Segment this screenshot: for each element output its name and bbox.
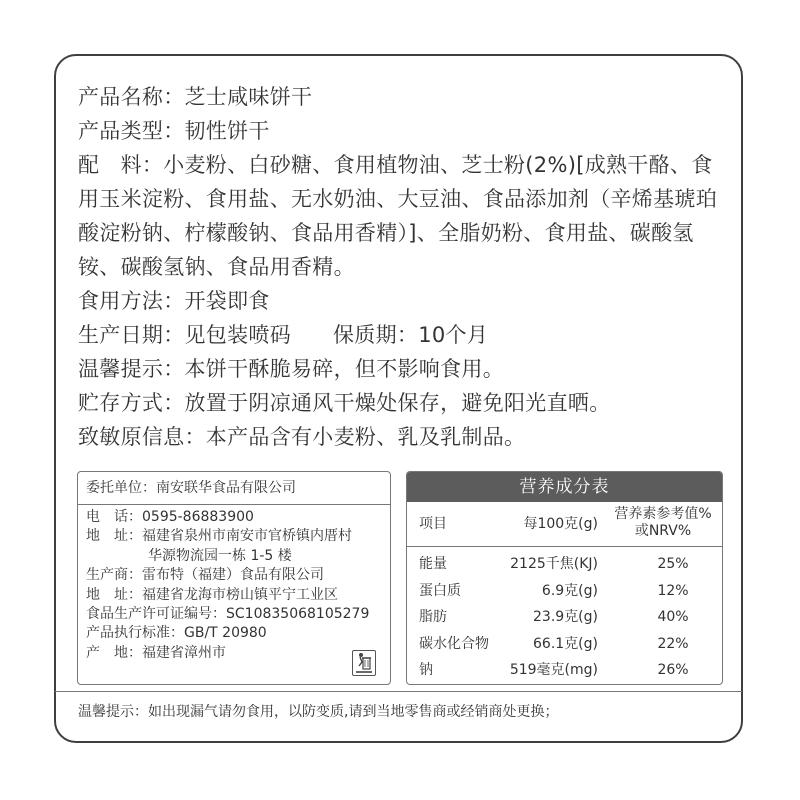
ingredients: 配 料：小麦粉、白砂糖、食用植物油、芝士粉(2%)[成熟干酪、食用玉米淀粉、食用盐、无水奶油、大豆油、食品添加剂（辛烯基琥珀酸淀粉钠、柠檬酸钠、食品用香精）]、全脂奶粉、食用盐、碳酸氢铵、碳酸氢钠、食品用香精。	[78, 153, 717, 279]
footer-divider	[55, 691, 742, 692]
product-type: 产品类型：韧性饼干	[78, 119, 270, 143]
table-row	[407, 604, 722, 631]
nutrient-nrv: 25%	[657, 556, 689, 572]
product-name: 产品名称：芝士咸味饼干	[78, 85, 313, 109]
nutrient-amount: 2125千焦(KJ)	[510, 556, 598, 572]
nutrition-title: 营养成分表	[407, 472, 722, 502]
phone-row: 电 话：0595-86883900	[86, 509, 254, 525]
origin-row: 产 地：福建省漳州市	[86, 644, 226, 661]
warm-tip: 温馨提示：本饼干酥脆易碎，但不影响食用。	[78, 357, 504, 381]
producer-address-row: 地 址：福建省龙海市榜山镇平宁工业区	[86, 586, 338, 603]
header-nrv-line2: 或NRV%	[634, 523, 692, 539]
usage-method: 食用方法：开袋即食	[78, 289, 270, 313]
storage-method: 贮存方式：放置于阴凉通风干燥处保存，避免阳光直晒。	[78, 391, 611, 415]
product-info	[78, 80, 728, 454]
manufacturer-details	[78, 505, 390, 663]
license-row: 食品生产许可证编号：SC10835068105279	[86, 606, 370, 623]
address-row-cont: 华源物流园一栋 1-5 楼	[148, 547, 292, 564]
producer-row: 生产商：雷布特（福建）食品有限公司	[86, 567, 324, 584]
nutrition-rows	[407, 547, 722, 684]
nutrient-amount: 6.9克(g)	[541, 582, 598, 599]
header-nrv-line1: 营养素参考值%	[614, 506, 712, 522]
table-row	[407, 657, 722, 684]
shelf-life: 保质期：10个月	[333, 323, 489, 347]
nutrient-amount: 519毫克(mg)	[509, 662, 598, 678]
footer-note: 温馨提示：如出现漏气请勿食用，以防变质,请到当地零售商或经销商处更换；	[78, 704, 559, 720]
table-row	[407, 631, 722, 658]
header-amount: 每100克(g)	[523, 516, 598, 532]
nutrient-name: 碳水化合物	[419, 635, 489, 652]
manufacturer-box	[77, 471, 391, 685]
standard-row: 产品执行标准：GB/T 20980	[86, 625, 267, 642]
nutrition-table	[406, 471, 723, 685]
nutrient-nrv: 40%	[657, 609, 689, 625]
address-row: 地 址：福建省泉州市南安市官桥镇内厝村	[86, 528, 352, 545]
nutrition-header	[407, 502, 722, 547]
nutrient-nrv: 12%	[657, 582, 689, 599]
nutrient-name: 脂肪	[419, 609, 447, 625]
nutrient-nrv: 26%	[657, 662, 689, 678]
production-date: 生产日期：见包装喷码	[78, 323, 291, 347]
table-row	[407, 551, 722, 578]
nutrient-nrv: 22%	[657, 635, 689, 652]
nutrient-name: 蛋白质	[419, 582, 461, 599]
nutrient-name: 能量	[419, 556, 447, 572]
table-row	[407, 578, 722, 605]
nutrient-name: 钠	[419, 662, 433, 678]
date-shelf-line	[78, 318, 728, 352]
entrusting-unit: 委托单位：南安联华食品有限公司	[78, 472, 390, 505]
header-item: 项目	[419, 516, 447, 532]
allergen-info: 致敏原信息：本产品含有小麦粉、乳及乳制品。	[78, 425, 526, 449]
header-nrv	[607, 506, 719, 540]
nutrient-amount: 23.9克(g)	[533, 609, 598, 625]
trash-bin-recycle-icon	[352, 650, 376, 676]
nutrient-amount: 66.1克(g)	[533, 635, 598, 652]
